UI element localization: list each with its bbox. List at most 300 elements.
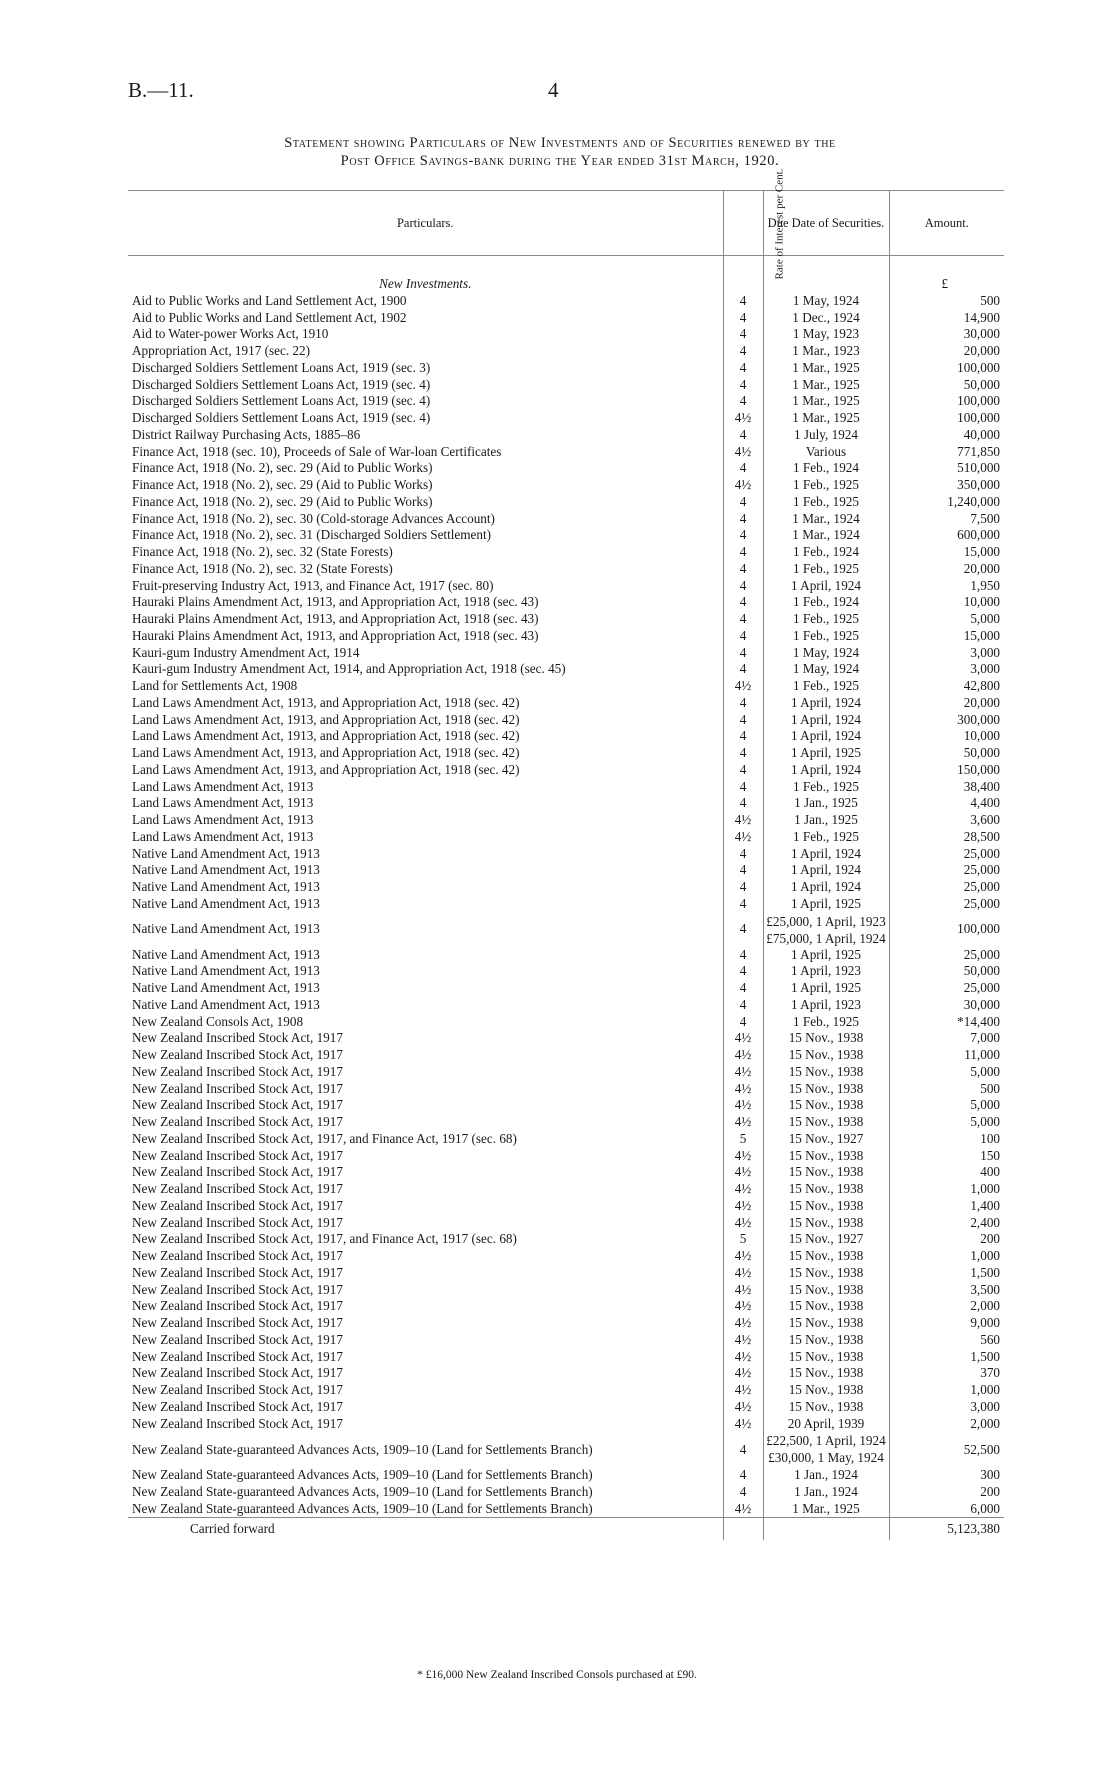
rate-cell: 4 — [723, 997, 763, 1014]
rate-cell: 4 — [723, 326, 763, 343]
table-row — [128, 310, 1004, 327]
amount-cell: 7,500 — [970, 510, 1000, 526]
amount-cell: 20,000 — [963, 694, 1000, 710]
rate-cell: 4½ — [723, 812, 763, 829]
due-date-cell: 1 Feb., 1925 — [763, 678, 889, 695]
amount-cell: 5,000 — [970, 1097, 1000, 1113]
amount-cell: 1,240,000 — [947, 493, 1000, 509]
amount-cell: 600,000 — [957, 527, 1000, 543]
due-date-cell: 1 May, 1924 — [763, 645, 889, 662]
particulars-cell: Discharged Soldiers Settlement Loans Act, 1919 (sec. 4) — [132, 410, 431, 425]
table-row — [128, 1131, 1004, 1148]
particulars-cell: Land Laws Amendment Act, 1913, and Appropriation Act, 1918 (sec. 42) — [132, 711, 520, 727]
particulars-cell: New Zealand Inscribed Stock Act, 1917 — [132, 1315, 343, 1330]
table-row — [128, 1181, 1004, 1198]
page-number: 4 — [548, 78, 559, 102]
particulars-cell: New Zealand State-guaranteed Advances Acts, 1909–10 (Land for Settlements Branch) — [132, 1441, 593, 1457]
title-line-2: Post Office Savings-bank during the Year ended 31st March, 1920. — [340, 153, 780, 169]
rate-cell: 4 — [723, 862, 763, 879]
amount-cell: 25,000 — [963, 862, 1000, 878]
due-date-cell: 1 Feb., 1924 — [763, 544, 889, 561]
table-row — [128, 1349, 1004, 1366]
table-row — [128, 360, 1004, 377]
amount-cell: 50,000 — [963, 745, 1000, 760]
particulars-cell: New Zealand Inscribed Stock Act, 1917 — [132, 1114, 343, 1129]
due-date-cell: 15 Nov., 1938 — [763, 1215, 889, 1232]
due-date-cell: 15 Nov., 1938 — [763, 1097, 889, 1114]
due-date-cell: 15 Nov., 1938 — [763, 1265, 889, 1282]
particulars-cell: New Zealand Inscribed Stock Act, 1917 — [132, 1281, 343, 1297]
currency-symbol: £ — [941, 276, 949, 291]
due-date-cell: 15 Nov., 1938 — [763, 1064, 889, 1081]
due-date-cell: 1 April, 1925 — [763, 745, 889, 762]
amount-cell: 1,000 — [970, 1181, 1000, 1196]
due-date-cell: 1 Jan., 1925 — [763, 812, 889, 829]
rate-cell: 4½ — [723, 1282, 763, 1299]
rate-header-text: Rate of Interest per Cent. — [772, 168, 785, 279]
table-row — [128, 1047, 1004, 1064]
particulars-cell: New Zealand Inscribed Stock Act, 1917 — [132, 1264, 343, 1280]
rate-cell: 4½ — [723, 444, 763, 461]
amount-cell: 300 — [980, 1467, 1000, 1483]
due-date-cell: 1 Mar., 1925 — [763, 393, 889, 410]
due-date-cell: 1 Mar., 1924 — [763, 527, 889, 544]
table-row — [128, 1114, 1004, 1131]
table-row — [128, 1265, 1004, 1282]
particulars-cell: Finance Act, 1918 (No. 2), sec. 29 (Aid to Public Works) — [132, 460, 433, 476]
amount-cell: 2,000 — [970, 1298, 1000, 1314]
due-date-cell: 15 Nov., 1938 — [763, 1298, 889, 1315]
rate-cell: 4 — [723, 1014, 763, 1031]
rate-cell: 4½ — [723, 829, 763, 846]
due-date-cell: 15 Nov., 1927 — [763, 1131, 889, 1148]
due-date-cell: 1 Feb., 1925 — [763, 611, 889, 628]
rate-cell: 4 — [723, 645, 763, 662]
table-row — [128, 444, 1004, 461]
carried-forward-label: Carried forward — [128, 1518, 723, 1541]
due-date-cell: 15 Nov., 1938 — [763, 1332, 889, 1349]
amount-cell: 100,000 — [957, 410, 1000, 425]
table-row — [128, 594, 1004, 611]
particulars-cell: New Zealand Inscribed Stock Act, 1917 — [132, 1063, 343, 1079]
amount-cell: 9,000 — [970, 1315, 1000, 1330]
table-row — [128, 728, 1004, 745]
particulars-cell: Finance Act, 1918 (No. 2), sec. 32 (State Forests) — [132, 560, 393, 576]
particulars-cell: Hauraki Plains Amendment Act, 1913, and Appropriation Act, 1918 (sec. 43) — [132, 611, 539, 626]
rate-cell: 4 — [723, 494, 763, 511]
due-date-cell: 1 April, 1923 — [763, 963, 889, 980]
table-row — [128, 745, 1004, 762]
due-date-cell: 1 Feb., 1925 — [763, 477, 889, 494]
particulars-cell: Native Land Amendment Act, 1913 — [132, 845, 320, 861]
due-date-cell: 1 July, 1924 — [763, 427, 889, 444]
amount-cell: 100,000 — [957, 393, 1000, 409]
table-row — [128, 1298, 1004, 1315]
rate-cell: 4½ — [723, 1181, 763, 1198]
particulars-cell: Land Laws Amendment Act, 1913 — [132, 795, 314, 811]
amount-cell: *14,400 — [957, 1013, 1000, 1029]
amount-cell: 560 — [980, 1331, 1000, 1347]
particulars-cell: Finance Act, 1918 (No. 2), sec. 31 (Discharged Soldiers Settlement) — [132, 527, 492, 543]
amount-cell: 510,000 — [957, 460, 1000, 476]
table-row — [128, 997, 1004, 1014]
particulars-cell: New Zealand Inscribed Stock Act, 1917, and Finance Act, 1917 (sec. 68) — [132, 1231, 517, 1247]
table-row — [128, 862, 1004, 879]
due-date-cell: 1 Mar., 1923 — [763, 343, 889, 360]
rate-cell: 4½ — [723, 1248, 763, 1265]
rate-cell: 4½ — [723, 678, 763, 695]
rate-cell: 4 — [723, 1432, 763, 1466]
amount-cell: 10,000 — [963, 594, 1000, 610]
rate-cell: 4½ — [723, 1500, 763, 1518]
particulars-cell: Land Laws Amendment Act, 1913, and Appropriation Act, 1918 (sec. 42) — [132, 745, 520, 760]
table-row — [128, 1382, 1004, 1399]
rate-cell: 4 — [723, 980, 763, 997]
amount-cell: 25,000 — [963, 879, 1000, 894]
amount-cell: 7,000 — [970, 1030, 1000, 1046]
amount-cell: 15,000 — [963, 544, 1000, 559]
amount-cell: 25,000 — [963, 980, 1000, 995]
table-row — [128, 1416, 1004, 1433]
rate-cell: 4½ — [723, 1081, 763, 1098]
particulars-cell: Land Laws Amendment Act, 1913 — [132, 778, 314, 794]
amount-cell: 42,800 — [963, 678, 1000, 693]
rate-cell: 4 — [723, 561, 763, 578]
table-row — [128, 1399, 1004, 1416]
rate-cell: 4 — [723, 728, 763, 745]
particulars-cell: Land Laws Amendment Act, 1913, and Appropriation Act, 1918 (sec. 42) — [132, 761, 520, 777]
due-date-cell: 15 Nov., 1938 — [763, 1349, 889, 1366]
due-date-header: Due Date of Securities. — [763, 191, 889, 256]
due-date-cell: 1 Jan., 1924 — [763, 1483, 889, 1500]
table-row — [128, 1215, 1004, 1232]
table-row — [128, 779, 1004, 796]
amount-cell: 3,000 — [970, 1398, 1000, 1414]
rate-cell: 4 — [723, 896, 763, 913]
due-date-cell: 1 Mar., 1925 — [763, 377, 889, 394]
rate-cell: 4 — [723, 360, 763, 377]
amount-cell: 20,000 — [963, 343, 1000, 358]
particulars-cell: Land Laws Amendment Act, 1913 — [132, 812, 314, 827]
amount-cell: 25,000 — [963, 946, 1000, 962]
rate-cell: 4½ — [723, 1365, 763, 1382]
particulars-cell: Aid to Water-power Works Act, 1910 — [132, 326, 329, 342]
due-date-cell: 1 Feb., 1925 — [763, 561, 889, 578]
particulars-cell: New Zealand Inscribed Stock Act, 1917 — [132, 1348, 343, 1364]
particulars-cell: District Railway Purchasing Acts, 1885–86 — [132, 426, 361, 442]
amount-cell: 150,000 — [957, 761, 1000, 777]
amount-cell: 3,000 — [970, 661, 1000, 677]
due-date-cell: 15 Nov., 1938 — [763, 1081, 889, 1098]
amount-cell: 771,850 — [957, 443, 1000, 459]
table-row — [128, 460, 1004, 477]
due-date-cell: 1 April, 1925 — [763, 947, 889, 964]
rate-cell: 4 — [723, 611, 763, 628]
amount-cell: 200 — [980, 1231, 1000, 1247]
table-row — [128, 661, 1004, 678]
rate-cell — [723, 1518, 763, 1541]
rate-cell: 4½ — [723, 1198, 763, 1215]
rate-cell: 4½ — [723, 477, 763, 494]
table-row — [128, 427, 1004, 444]
section-row — [128, 276, 1004, 293]
carried-forward-amount: 5,123,380 — [889, 1518, 1004, 1541]
due-date-part: £25,000, 1 April, 1923 — [766, 913, 886, 929]
amount-cell: 1,500 — [970, 1264, 1000, 1280]
rate-cell: 4 — [723, 795, 763, 812]
due-date-part: £22,500, 1 April, 1924 — [766, 1433, 886, 1449]
amount-cell: 4,400 — [970, 795, 1000, 811]
due-date-cell: 1 Jan., 1924 — [763, 1466, 889, 1483]
particulars-cell: Hauraki Plains Amendment Act, 1913, and Appropriation Act, 1918 (sec. 43) — [132, 594, 539, 610]
rate-cell: 4 — [723, 712, 763, 729]
table-row-multi-date — [128, 1432, 1004, 1466]
rate-cell: 4 — [723, 511, 763, 528]
table-row — [128, 812, 1004, 829]
table-row — [128, 1332, 1004, 1349]
table-row — [128, 343, 1004, 360]
rate-cell: 4 — [723, 460, 763, 477]
due-date-cell: 1 Feb., 1925 — [763, 779, 889, 796]
rate-cell: 4 — [723, 527, 763, 544]
rate-cell: 4½ — [723, 410, 763, 427]
particulars-cell: New Zealand Inscribed Stock Act, 1917 — [132, 1197, 343, 1213]
amount-cell: 11,000 — [964, 1047, 1000, 1062]
rate-cell: 4½ — [723, 1416, 763, 1433]
due-date-cell: 1 April, 1924 — [763, 762, 889, 779]
due-date-cell: 15 Nov., 1938 — [763, 1382, 889, 1399]
due-date-cell: 15 Nov., 1938 — [763, 1365, 889, 1382]
due-date-cell: 15 Nov., 1938 — [763, 1148, 889, 1165]
due-date-cell: 1 May, 1924 — [763, 293, 889, 310]
amount-cell: 1,000 — [970, 1248, 1000, 1263]
amount-cell: 200 — [980, 1484, 1000, 1500]
rate-cell: 4 — [723, 544, 763, 561]
due-date-cell: 1 Mar., 1925 — [763, 1500, 889, 1518]
amount-cell: 1,950 — [970, 577, 1000, 593]
particulars-cell: New Zealand Inscribed Stock Act, 1917 — [132, 1080, 343, 1096]
due-date-cell: 1 Mar., 1925 — [763, 360, 889, 377]
table-row — [128, 410, 1004, 427]
due-date-cell: 15 Nov., 1938 — [763, 1198, 889, 1215]
table-row — [128, 527, 1004, 544]
particulars-cell: Native Land Amendment Act, 1913 — [132, 895, 320, 911]
document-reference: B.—11. — [128, 78, 194, 102]
particulars-cell: Finance Act, 1918 (No. 2), sec. 29 (Aid to Public Works) — [132, 493, 433, 509]
due-date-cell — [763, 1432, 889, 1466]
amount-cell: 500 — [980, 292, 1000, 308]
particulars-cell: New Zealand Inscribed Stock Act, 1917 — [132, 1398, 343, 1414]
table-row — [128, 879, 1004, 896]
amount-cell: 50,000 — [963, 963, 1000, 979]
due-date-cell: 1 April, 1925 — [763, 980, 889, 997]
table-row — [128, 980, 1004, 997]
table-row — [128, 393, 1004, 410]
table-row — [128, 1466, 1004, 1483]
particulars-cell: Land Laws Amendment Act, 1913 — [132, 828, 314, 844]
amount-cell: 400 — [980, 1164, 1000, 1180]
rate-cell: 4 — [723, 1466, 763, 1483]
particulars-cell: New Zealand Inscribed Stock Act, 1917 — [132, 1164, 343, 1180]
particulars-cell: Finance Act, 1918 (sec. 10), Proceeds of Sale of War-loan Certificates — [132, 443, 502, 459]
table-row — [128, 1365, 1004, 1382]
due-date-cell: 15 Nov., 1938 — [763, 1181, 889, 1198]
particulars-cell: Native Land Amendment Act, 1913 — [132, 980, 320, 995]
table-row — [128, 1483, 1004, 1500]
carried-forward-row — [128, 1518, 1004, 1541]
amount-cell: 5,000 — [970, 1063, 1000, 1079]
amount-cell: 5,000 — [970, 611, 1000, 626]
amount-cell: 6,000 — [970, 1501, 1000, 1517]
due-date-cell: 15 Nov., 1938 — [763, 1282, 889, 1299]
due-date-cell: 1 Feb., 1925 — [763, 628, 889, 645]
table-row — [128, 1164, 1004, 1181]
particulars-cell: Land for Settlements Act, 1908 — [132, 678, 298, 693]
particulars-cell: Native Land Amendment Act, 1913 — [132, 921, 320, 937]
amount-cell: 100 — [980, 1130, 1000, 1146]
table-body — [128, 256, 1004, 1541]
due-date-cell: 1 Feb., 1925 — [763, 829, 889, 846]
particulars-cell: Discharged Soldiers Settlement Loans Act, 1919 (sec. 4) — [132, 376, 431, 392]
table-row — [128, 561, 1004, 578]
particulars-cell: New Zealand Inscribed Stock Act, 1917, and Finance Act, 1917 (sec. 68) — [132, 1130, 517, 1146]
due-date-cell: 1 Feb., 1925 — [763, 1014, 889, 1031]
table-row — [128, 1315, 1004, 1332]
table-row — [128, 795, 1004, 812]
rate-cell: 4½ — [723, 1382, 763, 1399]
particulars-cell: Land Laws Amendment Act, 1913, and Appropriation Act, 1918 (sec. 42) — [132, 694, 520, 710]
due-date-cell: 1 April, 1924 — [763, 728, 889, 745]
particulars-cell: New Zealand Inscribed Stock Act, 1917 — [132, 1214, 343, 1230]
particulars-cell: Finance Act, 1918 (No. 2), sec. 32 (State Forests) — [132, 544, 393, 559]
due-date-cell: 1 Mar., 1925 — [763, 410, 889, 427]
rate-cell: 4½ — [723, 1114, 763, 1131]
amount-cell: 100,000 — [957, 359, 1000, 375]
amount-cell: 50,000 — [963, 376, 1000, 392]
due-date-cell: 15 Nov., 1938 — [763, 1114, 889, 1131]
section-label: New Investments. — [379, 276, 472, 291]
due-date-cell: 1 May, 1923 — [763, 326, 889, 343]
particulars-cell: New Zealand State-guaranteed Advances Acts, 1909–10 (Land for Settlements Branch) — [132, 1467, 593, 1483]
table-row — [128, 963, 1004, 980]
rate-cell: 4 — [723, 762, 763, 779]
rate-cell: 4 — [723, 745, 763, 762]
rate-cell: 4½ — [723, 1215, 763, 1232]
particulars-cell: Discharged Soldiers Settlement Loans Act, 1919 (sec. 3) — [132, 359, 431, 375]
amount-cell: 3,600 — [970, 812, 1000, 827]
amount-cell: 25,000 — [963, 845, 1000, 861]
particulars-cell: New Zealand State-guaranteed Advances Acts, 1909–10 (Land for Settlements Branch) — [132, 1501, 593, 1517]
amount-cell: 1,000 — [970, 1382, 1000, 1397]
table-row — [128, 1097, 1004, 1114]
table-row — [128, 896, 1004, 913]
particulars-cell: Kauri-gum Industry Amendment Act, 1914, and Appropriation Act, 1918 (sec. 45) — [132, 661, 566, 677]
due-date-cell: 1 Feb., 1924 — [763, 460, 889, 477]
table-row — [128, 293, 1004, 310]
due-date-cell: Various — [763, 444, 889, 461]
table-row — [128, 377, 1004, 394]
particulars-cell: Native Land Amendment Act, 1913 — [132, 946, 320, 962]
due-date-cell: 15 Nov., 1938 — [763, 1047, 889, 1064]
table-row — [128, 326, 1004, 343]
amount-cell: 15,000 — [963, 627, 1000, 643]
particulars-header: Particulars. — [128, 191, 723, 256]
particulars-cell: New Zealand Inscribed Stock Act, 1917 — [132, 1147, 343, 1163]
amount-cell: 1,400 — [970, 1197, 1000, 1213]
rate-cell: 4 — [723, 846, 763, 863]
rate-cell: 4 — [723, 594, 763, 611]
table-row — [128, 1500, 1004, 1518]
table-row — [128, 1064, 1004, 1081]
particulars-cell: Finance Act, 1918 (No. 2), sec. 29 (Aid to Public Works) — [132, 477, 433, 492]
particulars-cell: New Zealand Inscribed Stock Act, 1917 — [132, 1298, 343, 1314]
title-line-1: Statement showing Particulars of New Investments and of Securities renewed by the — [284, 135, 836, 151]
table-row — [128, 1014, 1004, 1031]
table-row — [128, 695, 1004, 712]
table-row — [128, 511, 1004, 528]
amount-cell: 30,000 — [963, 326, 1000, 342]
table-row — [128, 645, 1004, 662]
due-date-cell — [763, 1518, 889, 1541]
rate-cell: 4½ — [723, 1097, 763, 1114]
table-row — [128, 578, 1004, 595]
rate-cell: 4½ — [723, 1399, 763, 1416]
particulars-cell: Kauri-gum Industry Amendment Act, 1914 — [132, 644, 360, 660]
table-header-row — [128, 191, 1004, 256]
rate-cell: 4 — [723, 628, 763, 645]
amount-cell: 10,000 — [963, 728, 1000, 744]
rate-cell: 4 — [723, 879, 763, 896]
amount-cell: 100,000 — [957, 921, 1000, 937]
particulars-cell: New Zealand Inscribed Stock Act, 1917 — [132, 1030, 343, 1046]
particulars-cell: Native Land Amendment Act, 1913 — [132, 963, 320, 979]
rate-cell: 4½ — [723, 1047, 763, 1064]
due-date-cell: 1 Dec., 1924 — [763, 310, 889, 327]
amount-cell: 25,000 — [963, 895, 1000, 911]
amount-cell: 500 — [980, 1080, 1000, 1096]
table-row — [128, 544, 1004, 561]
table-row — [128, 829, 1004, 846]
particulars-cell: New Zealand State-guaranteed Advances Acts, 1909–10 (Land for Settlements Branch) — [132, 1484, 593, 1500]
table-row — [128, 762, 1004, 779]
rate-cell: 4½ — [723, 1148, 763, 1165]
particulars-cell: Land Laws Amendment Act, 1913, and Appropriation Act, 1918 (sec. 42) — [132, 728, 520, 744]
particulars-cell: Native Land Amendment Act, 1913 — [132, 996, 320, 1012]
particulars-cell: Aid to Public Works and Land Settlement Act, 1900 — [132, 292, 407, 308]
due-date-cell — [763, 913, 889, 947]
table-row — [128, 628, 1004, 645]
table-row — [128, 712, 1004, 729]
rate-cell: 4½ — [723, 1265, 763, 1282]
particulars-cell: Fruit-preserving Industry Act, 1913, and Finance Act, 1917 (sec. 80) — [132, 577, 494, 593]
particulars-cell: Native Land Amendment Act, 1913 — [132, 879, 320, 894]
rate-cell: 4 — [723, 947, 763, 964]
rate-cell: 4 — [723, 1483, 763, 1500]
due-date-cell: 1 Jan., 1925 — [763, 795, 889, 812]
due-date-cell: 1 April, 1924 — [763, 879, 889, 896]
due-date-cell: 1 April, 1924 — [763, 695, 889, 712]
rate-cell: 4 — [723, 377, 763, 394]
particulars-cell: Appropriation Act, 1917 (sec. 22) — [132, 343, 310, 358]
rate-cell: 4 — [723, 695, 763, 712]
amount-cell: 3,000 — [970, 644, 1000, 660]
due-date-cell: 15 Nov., 1938 — [763, 1248, 889, 1265]
due-date-cell: 20 April, 1939 — [763, 1416, 889, 1433]
rate-cell: 4 — [723, 310, 763, 327]
amount-cell: 14,900 — [963, 309, 1000, 325]
due-date-cell: 1 Mar., 1924 — [763, 511, 889, 528]
rate-cell: 4 — [723, 293, 763, 310]
